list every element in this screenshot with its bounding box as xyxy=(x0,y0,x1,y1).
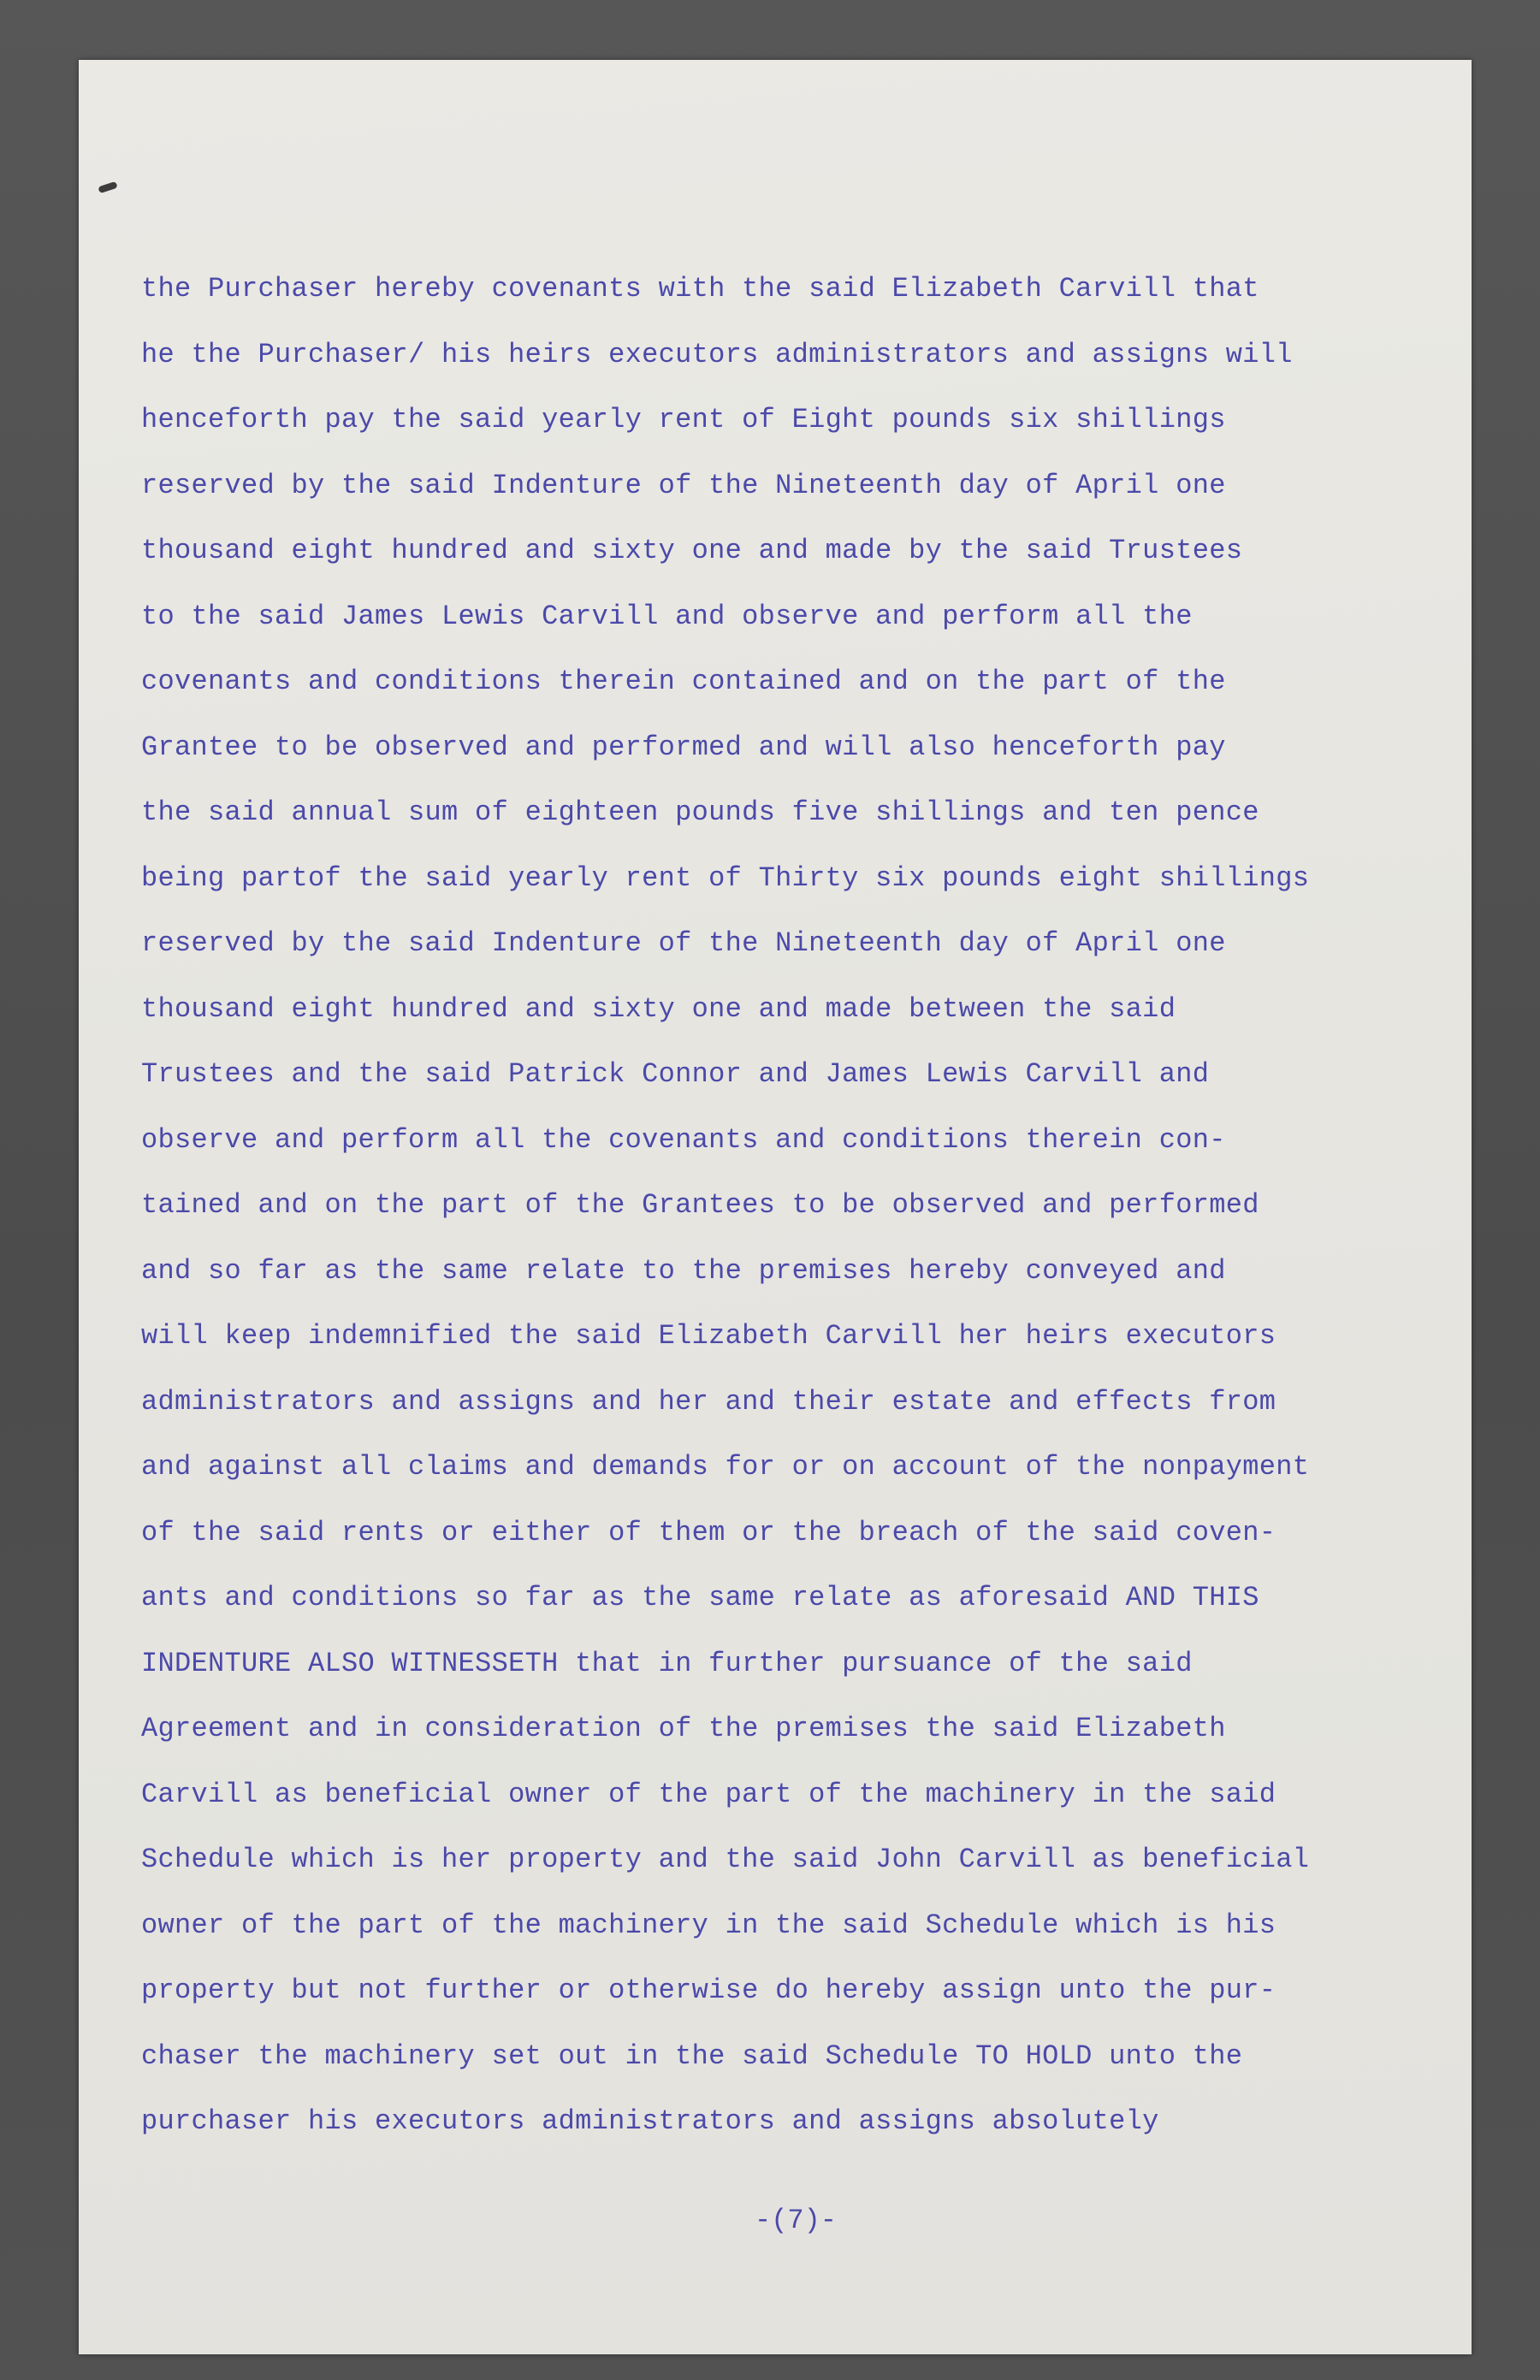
text-line: the Purchaser hereby covenants with the said Elizabeth Carvill that xyxy=(141,273,1259,305)
text-line: of the said rents or either of them or the breach of the said coven- xyxy=(141,1516,1276,1548)
text-line: and so far as the same relate to the premises hereby conveyed and xyxy=(141,1254,1226,1287)
text-line: Carvill as beneficial owner of the part of the machinery in the said xyxy=(141,1778,1276,1810)
text-line: being partof the said yearly rent of Thirty six pounds eight shillings xyxy=(141,861,1310,894)
text-line: and against all claims and demands for or on account of the nonpayment xyxy=(141,1451,1310,1483)
text-line: the said annual sum of eighteen pounds five shillings and ten pence xyxy=(141,796,1259,828)
document-body xyxy=(141,257,1424,2155)
text-line: Grantee to be observed and performed and will also henceforth pay xyxy=(141,731,1226,763)
text-line: thousand eight hundred and sixty one and made between the said xyxy=(141,992,1176,1025)
text-line: INDENTURE ALSO WITNESSETH that in further pursuance of the said xyxy=(141,1647,1193,1679)
text-line: thousand eight hundred and sixty one and made by the said Trustees xyxy=(141,535,1243,566)
text-line: owner of the part of the machinery in the said Schedule which is his xyxy=(141,1909,1276,1941)
text-line: covenants and conditions therein contained and on the part of the xyxy=(141,666,1226,697)
text-line: Trustees and the said Patrick Connor and James Lewis Carvill and xyxy=(141,1058,1210,1090)
text-line: property but not further or otherwise do hereby assign unto the pur- xyxy=(141,1974,1276,2006)
text-line: Schedule which is her property and the said John Carvill as beneficial xyxy=(141,1844,1310,1875)
text-line: reserved by the said Indenture of the Nineteenth day of April one xyxy=(141,469,1226,501)
text-line: purchaser his executors administrators and assigns absolutely xyxy=(141,2105,1159,2137)
text-line: administrators and assigns and her and their estate and effects from xyxy=(141,1385,1276,1418)
text-line: will keep indemnified the said Elizabeth Carvill her heirs executors xyxy=(141,1320,1276,1352)
page-number: -(7)- xyxy=(754,2205,837,2236)
text-line: reserved by the said Indenture of the Nineteenth day of April one xyxy=(141,927,1226,959)
text-line: tained and on the part of the Grantees to be observed and performed xyxy=(141,1189,1259,1221)
text-line: Agreement and in consideration of the premises the said Elizabeth xyxy=(141,1713,1226,1744)
text-line: to the said James Lewis Carvill and observe and perform all the xyxy=(141,600,1193,632)
text-line: ants and conditions so far as the same relate as aforesaid AND THIS xyxy=(141,1582,1259,1613)
text-line: he the Purchaser/ his heirs executors administrators and assigns will xyxy=(141,338,1293,370)
text-line: observe and perform all the covenants and conditions therein con- xyxy=(141,1123,1226,1156)
text-line: chaser the machinery set out in the said Schedule TO HOLD unto the xyxy=(141,2040,1243,2072)
text-line: henceforth pay the said yearly rent of Eight pounds six shillings xyxy=(141,404,1226,435)
